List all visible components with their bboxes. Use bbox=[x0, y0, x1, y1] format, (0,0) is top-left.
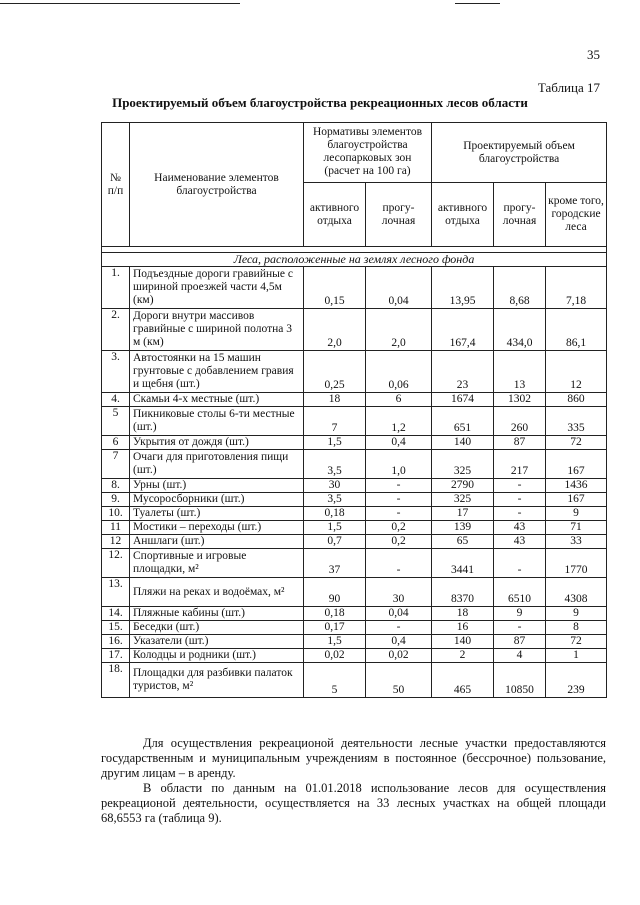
row-value: 12 bbox=[546, 351, 607, 393]
row-number: 2. bbox=[102, 309, 130, 351]
row-name: Урны (шт.) bbox=[130, 479, 304, 493]
row-value: 3441 bbox=[432, 549, 494, 578]
row-number: 16. bbox=[102, 635, 130, 649]
row-value: 1,2 bbox=[366, 407, 432, 436]
row-value: 86,1 bbox=[546, 309, 607, 351]
row-value: 8,68 bbox=[494, 267, 546, 309]
row-value: 139 bbox=[432, 521, 494, 535]
subheader-plan-walking: прогу-лочная bbox=[494, 183, 546, 247]
row-value: 0,04 bbox=[366, 267, 432, 309]
row-number: 15. bbox=[102, 621, 130, 635]
paragraph: В области по данным на 01.01.2018 использование лесов для осуществления рекреационой деятельности, осуществляется на 33 лесных участках на общей площади 68,6553 га (таблица 9). bbox=[101, 781, 606, 825]
row-value: 325 bbox=[432, 493, 494, 507]
row-name: Очаги для приготовления пищи (шт.) bbox=[130, 450, 304, 479]
row-value: 0,06 bbox=[366, 351, 432, 393]
row-name: Беседки (шт.) bbox=[130, 621, 304, 635]
row-value: 13 bbox=[494, 351, 546, 393]
row-name: Пикниковые столы 6-ти местные (шт.) bbox=[130, 407, 304, 436]
row-value: - bbox=[366, 479, 432, 493]
row-value: 1,5 bbox=[304, 521, 366, 535]
table-row bbox=[102, 649, 607, 663]
row-number: 1. bbox=[102, 267, 130, 309]
row-value: 72 bbox=[546, 436, 607, 450]
table-title: Проектируемый объем благоустройства рекреационных лесов области bbox=[112, 95, 528, 110]
row-value: 0,4 bbox=[366, 436, 432, 450]
table-row bbox=[102, 621, 607, 635]
table-row bbox=[102, 663, 607, 698]
row-value: 0,2 bbox=[366, 535, 432, 549]
row-value: 0,18 bbox=[304, 607, 366, 621]
row-value: 71 bbox=[546, 521, 607, 535]
row-number: 14. bbox=[102, 607, 130, 621]
table-row bbox=[102, 607, 607, 621]
row-value: 9 bbox=[494, 607, 546, 621]
row-value: 16 bbox=[432, 621, 494, 635]
row-value: 1674 bbox=[432, 393, 494, 407]
row-value: 30 bbox=[304, 479, 366, 493]
row-value: 860 bbox=[546, 393, 607, 407]
subheader-plan-active: активного отдыха bbox=[432, 183, 494, 247]
row-name: Аншлаги (шт.) bbox=[130, 535, 304, 549]
row-name: Туалеты (шт.) bbox=[130, 507, 304, 521]
row-value: 6 bbox=[366, 393, 432, 407]
row-value: 1,5 bbox=[304, 635, 366, 649]
row-number: 7 bbox=[102, 450, 130, 479]
paragraph: Для осуществления рекреационой деятельности лесные участки предоставляются государственным и муниципальным учреждениям в постоянное (бессрочное) пользование, другим лицам – в аренду. bbox=[101, 736, 606, 780]
row-value: 23 bbox=[432, 351, 494, 393]
scan-line-right bbox=[455, 3, 500, 4]
row-name: Автостоянки на 15 машин грунтовые с добавлением гравия и щебня (шт.) bbox=[130, 351, 304, 393]
row-value: 0,02 bbox=[366, 649, 432, 663]
table-row bbox=[102, 507, 607, 521]
row-value: 3,5 bbox=[304, 450, 366, 479]
row-number: 17. bbox=[102, 649, 130, 663]
row-name: Колодцы и родники (шт.) bbox=[130, 649, 304, 663]
row-value: 0,04 bbox=[366, 607, 432, 621]
table-row bbox=[102, 549, 607, 578]
row-value: 33 bbox=[546, 535, 607, 549]
row-value: 260 bbox=[494, 407, 546, 436]
header-num: № п/п bbox=[102, 123, 130, 247]
row-name: Указатели (шт.) bbox=[130, 635, 304, 649]
row-value: 7 bbox=[304, 407, 366, 436]
header-norms: Нормативы элементов благоустройства лесопарковых зон (расчет на 100 га) bbox=[304, 123, 432, 183]
row-value: 0,7 bbox=[304, 535, 366, 549]
table-row bbox=[102, 436, 607, 450]
row-value: - bbox=[366, 621, 432, 635]
row-number: 5 bbox=[102, 407, 130, 436]
row-number: 10. bbox=[102, 507, 130, 521]
row-value: 5 bbox=[304, 663, 366, 698]
header-planned: Проектируемый объем благоустройства bbox=[432, 123, 607, 183]
row-value: 13,95 bbox=[432, 267, 494, 309]
row-value: 651 bbox=[432, 407, 494, 436]
section-label: Леса, расположенные на землях лесного фонда bbox=[102, 253, 607, 267]
table-row bbox=[102, 407, 607, 436]
scan-line-left bbox=[0, 3, 240, 4]
row-value: 0,25 bbox=[304, 351, 366, 393]
row-value: 37 bbox=[304, 549, 366, 578]
row-value: 1 bbox=[546, 649, 607, 663]
row-value: 1302 bbox=[494, 393, 546, 407]
row-value: 8370 bbox=[432, 578, 494, 607]
row-value: 1,0 bbox=[366, 450, 432, 479]
table-row bbox=[102, 450, 607, 479]
row-value: 90 bbox=[304, 578, 366, 607]
table-row bbox=[102, 635, 607, 649]
row-value: 0,18 bbox=[304, 507, 366, 521]
table-row bbox=[102, 267, 607, 309]
row-value: 167 bbox=[546, 493, 607, 507]
row-name: Подъездные дороги гравийные с шириной проезжей части 4,5м (км) bbox=[130, 267, 304, 309]
row-value: 2,0 bbox=[304, 309, 366, 351]
table-row bbox=[102, 521, 607, 535]
row-value: 140 bbox=[432, 436, 494, 450]
row-value: 217 bbox=[494, 450, 546, 479]
row-value: 72 bbox=[546, 635, 607, 649]
row-number: 4. bbox=[102, 393, 130, 407]
recreation-table bbox=[101, 122, 607, 698]
table-row bbox=[102, 535, 607, 549]
row-value: 65 bbox=[432, 535, 494, 549]
table-row bbox=[102, 351, 607, 393]
row-number: 8. bbox=[102, 479, 130, 493]
table-row bbox=[102, 578, 607, 607]
row-value: - bbox=[366, 549, 432, 578]
subheader-city-forests: кроме того, городские леса bbox=[546, 183, 607, 247]
body-text bbox=[101, 736, 606, 826]
row-value: - bbox=[494, 493, 546, 507]
row-value: 8 bbox=[546, 621, 607, 635]
row-name: Пляжи на реках и водоёмах, м² bbox=[130, 578, 304, 607]
row-name: Мусоросборники (шт.) bbox=[130, 493, 304, 507]
row-value: 167,4 bbox=[432, 309, 494, 351]
row-value: 465 bbox=[432, 663, 494, 698]
row-value: 1436 bbox=[546, 479, 607, 493]
row-value: 7,18 bbox=[546, 267, 607, 309]
row-name: Дороги внутри массивов гравийные с шириной полотна 3 м (км) bbox=[130, 309, 304, 351]
row-number: 13. bbox=[102, 578, 130, 607]
row-value: 1,5 bbox=[304, 436, 366, 450]
row-value: 2790 bbox=[432, 479, 494, 493]
row-value: - bbox=[494, 479, 546, 493]
row-value: 4308 bbox=[546, 578, 607, 607]
row-value: - bbox=[366, 493, 432, 507]
row-value: 17 bbox=[432, 507, 494, 521]
row-value: 4 bbox=[494, 649, 546, 663]
row-value: 87 bbox=[494, 635, 546, 649]
row-value: 43 bbox=[494, 535, 546, 549]
row-name: Мостики – переходы (шт.) bbox=[130, 521, 304, 535]
table-row bbox=[102, 393, 607, 407]
row-value: - bbox=[366, 507, 432, 521]
row-value: 30 bbox=[366, 578, 432, 607]
row-value: 3,5 bbox=[304, 493, 366, 507]
table-label: Таблица 17 bbox=[537, 80, 600, 95]
row-name: Пляжные кабины (шт.) bbox=[130, 607, 304, 621]
row-number: 12. bbox=[102, 549, 130, 578]
row-name: Спортивные и игровые площадки, м² bbox=[130, 549, 304, 578]
row-value: 167 bbox=[546, 450, 607, 479]
row-number: 9. bbox=[102, 493, 130, 507]
row-name: Площадки для разбивки палаток туристов, м² bbox=[130, 663, 304, 698]
row-value: - bbox=[494, 507, 546, 521]
row-number: 11 bbox=[102, 521, 130, 535]
subheader-norm-walking: прогу-лочная bbox=[366, 183, 432, 247]
row-value: 2,0 bbox=[366, 309, 432, 351]
row-value: - bbox=[494, 621, 546, 635]
row-name: Укрытия от дождя (шт.) bbox=[130, 436, 304, 450]
row-value: 0,17 bbox=[304, 621, 366, 635]
row-name: Скамьи 4-х местные (шт.) bbox=[130, 393, 304, 407]
row-value: 325 bbox=[432, 450, 494, 479]
row-value: 335 bbox=[546, 407, 607, 436]
row-number: 18. bbox=[102, 663, 130, 698]
subheader-norm-active: активного отдыха bbox=[304, 183, 366, 247]
row-value: 2 bbox=[432, 649, 494, 663]
header-name: Наименование элементов благоустройства bbox=[130, 123, 304, 247]
row-value: 10850 bbox=[494, 663, 546, 698]
row-value: 9 bbox=[546, 507, 607, 521]
row-value: 0,02 bbox=[304, 649, 366, 663]
row-value: 1770 bbox=[546, 549, 607, 578]
row-value: 0,4 bbox=[366, 635, 432, 649]
row-value: 9 bbox=[546, 607, 607, 621]
page-number: 35 bbox=[587, 47, 600, 62]
row-value: 18 bbox=[432, 607, 494, 621]
row-number: 3. bbox=[102, 351, 130, 393]
row-value: 50 bbox=[366, 663, 432, 698]
table-row bbox=[102, 493, 607, 507]
row-value: 18 bbox=[304, 393, 366, 407]
row-value: 87 bbox=[494, 436, 546, 450]
table-row bbox=[102, 479, 607, 493]
table-row bbox=[102, 309, 607, 351]
row-number: 12 bbox=[102, 535, 130, 549]
row-value: 43 bbox=[494, 521, 546, 535]
row-value: 0,2 bbox=[366, 521, 432, 535]
row-value: 6510 bbox=[494, 578, 546, 607]
row-value: 140 bbox=[432, 635, 494, 649]
row-number: 6 bbox=[102, 436, 130, 450]
row-value: 239 bbox=[546, 663, 607, 698]
row-value: 434,0 bbox=[494, 309, 546, 351]
row-value: - bbox=[494, 549, 546, 578]
row-value: 0,15 bbox=[304, 267, 366, 309]
